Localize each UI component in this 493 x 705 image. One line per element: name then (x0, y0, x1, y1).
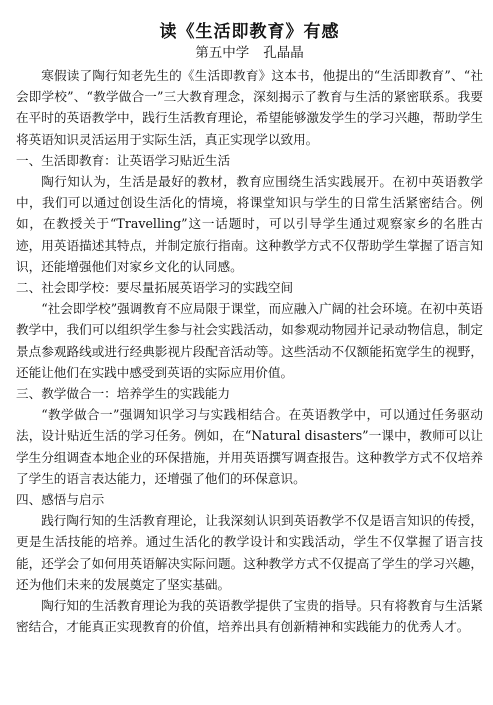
author-name: 孔晶晶 (263, 45, 304, 61)
author-school: 第五中学 (195, 45, 250, 61)
section-heading-3: 三、教学做合一：培养学生的实践能力 (16, 386, 231, 402)
section-heading-2: 二、社会即学校：要尽量拓展英语学习的实践空间 (16, 280, 294, 296)
intro-paragraph: 寒假读了陶行知老先生的《生活即教育》这本书，他提出的“生活即教育”、“社会即学校”、“教学做合一”三大教育理念，深刻揭示了教育与生活的紧密联系。我要在平时的英语教学中，践行生活教育理论，希望能够激发学生的学习兴趣，帮助学生将英语知识灵活运用于实际生活，真正实现学以致用。 (16, 68, 483, 147)
document-body (16, 65, 483, 637)
section-4-paragraph-2: 陶行知的生活教育理论为我的英语教学提供了宝贵的指导。只有将教育与生活紧密结合，才能真正实现教育的价值，培养出具有创新精神和实践能力的优秀人才。 (16, 598, 483, 635)
section-1-paragraph-1: 陶行知认为，生活是最好的教材，教育应围绕生活实践展开。在初中英语教学中，我们可以通过创设生活化的情境，将课堂知识与学生的日常生活紧密结合。例如，在教授关于“Travelling”这一话题时，可以引导学生通过观察家乡的名胜古迹，用英语描述其特点，并制定旅行指南。这种教学方式不仅帮助学生掌握了语言知识，还能增强他们对家乡文化的认同感。 (16, 174, 483, 274)
section-heading-4: 四、感悟与启示 (16, 492, 105, 508)
section-heading-1: 一、生活即教育：让英语学习贴近生活 (16, 152, 231, 168)
section-2-paragraph-1: “社会即学校”强调教育不应局限于课堂，而应融入广阔的社会环境。在初中英语教学中，我们可以组织学生参与社会实践活动，如参观动物园并记录动物信息，制定景点参观路线或进行经典影视片段配音活动等。这些活动不仅额能拓宽学生的视野，还能让他们在实践中感受到英语的实际应用价值。 (16, 301, 483, 380)
author-byline (16, 44, 483, 63)
document-title: 读《生活即教育》有感 (159, 22, 340, 42)
section-4-paragraph-1: 践行陶行知的生活教育理论，让我深刻认识到英语教学不仅是语言知识的传授，更是生活技能的培养。通过生活化的教学设计和实践活动，学生不仅掌握了语言技能，还学会了如何用英语解决实际问题。这种教学方式不仅提高了学生的学习兴趣，还为他们未来的发展奠定了坚实基础。 (16, 513, 483, 592)
section-3-paragraph-1: “教学做合一”强调知识学习与实践相结合。在英语教学中，可以通过任务驱动法，设计贴近生活的学习任务。例如，在“Natural disasters”一课中，教师可以让学生分组调查本地企业的环保措施，并用英语撰写调查报告。这种教学方式不仅培养了学生的语言表达能力，还增强了他们的环保意识。 (16, 407, 483, 486)
